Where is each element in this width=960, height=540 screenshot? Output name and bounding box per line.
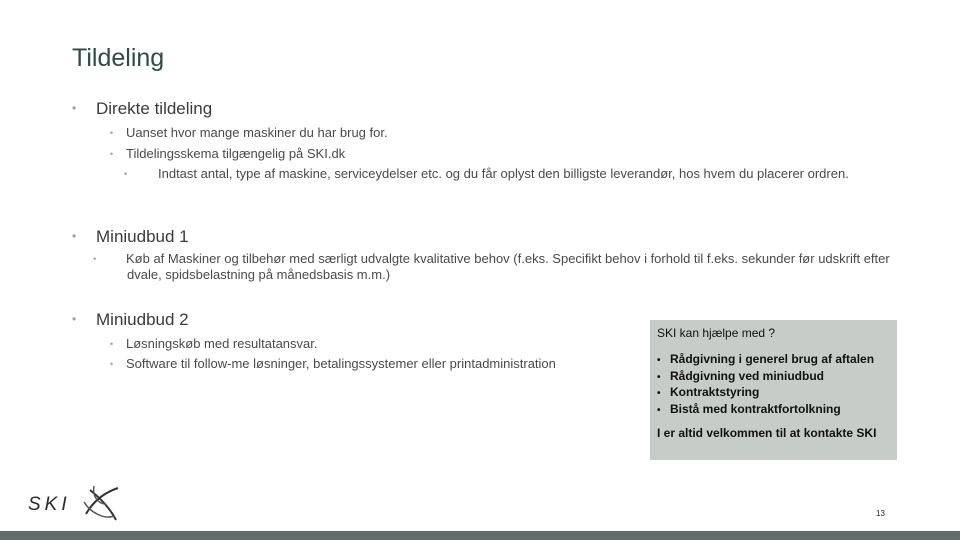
help-box-item <box>657 402 874 419</box>
help-box-item-label: Bistå med kontraktfortolkning <box>670 401 841 416</box>
bullet-dot-icon: • <box>657 371 661 383</box>
help-box-footer: I er altid velkommen til at kontakte SKI <box>657 426 877 440</box>
bullet-label: Miniudbud 2 <box>96 310 189 329</box>
sub-sub-bullet-label: Indtast antal, type af maskine, serviceydelser etc. og du får oplyst den billigste leverandør, hos hvem du placerer ordren. <box>158 166 849 181</box>
footer-bar <box>0 531 960 540</box>
sub-sub-bullet <box>124 166 880 182</box>
bullet-miniudbud-2 <box>72 310 189 330</box>
bullet-dot-icon: • <box>657 388 661 399</box>
logo-text: SKI <box>28 494 71 515</box>
help-box-item <box>657 352 874 369</box>
bullet-dot-icon: • <box>72 101 77 115</box>
bullet-dot-icon: • <box>72 229 77 243</box>
ski-logo <box>28 482 123 524</box>
help-box-item <box>657 385 874 402</box>
sub-bullet-label: Tildelingsskema tilgængelig på SKI.dk <box>126 146 346 161</box>
sub-bullet-label: Uanset hvor mange maskiner du har brug for. <box>126 125 388 140</box>
sub-bullet-label: Køb af Maskiner og tilbehør med særligt udvalgte kvalitative behov (f.eks. Specifikt behov i forhold til f.eks. sekunder før udskrift efter dvale, spidsbelastning på månedsbasis m.m.) <box>126 251 890 282</box>
help-box-item-label: Rådgivning i generel brug af aftalen <box>670 352 875 366</box>
ski-help-box <box>650 320 897 460</box>
slide-title: Tildeling <box>72 44 165 72</box>
bullet-dot-icon: • <box>110 359 114 369</box>
bullet-dot-icon: • <box>110 128 114 138</box>
bullet-direkte-tildeling <box>72 99 212 119</box>
bullet-dot-icon: • <box>657 404 661 416</box>
bullet-dot-icon: • <box>72 312 77 326</box>
ski-emblem-icon <box>80 482 122 524</box>
sub-bullet <box>110 125 388 141</box>
sub-bullet <box>93 251 917 283</box>
help-box-title: SKI kan hjælpe med ? <box>657 326 776 340</box>
bullet-dot-icon: • <box>657 355 661 366</box>
bullet-dot-icon: • <box>110 339 114 349</box>
bullet-label: Miniudbud 1 <box>96 227 189 246</box>
help-box-list <box>657 352 874 418</box>
help-box-item <box>657 369 874 386</box>
page-number: 13 <box>876 509 885 518</box>
bullet-dot-icon: • <box>124 169 128 179</box>
help-box-item-label: Rådgivning ved miniudbud <box>670 368 824 383</box>
bullet-label: Direkte tildeling <box>96 99 213 118</box>
help-box-item-label: Kontraktstyring <box>670 385 760 399</box>
bullet-dot-icon: • <box>93 254 97 264</box>
sub-bullet-label: Løsningskøb med resultatansvar. <box>126 336 318 351</box>
sub-bullet-label: Software til follow-me løsninger, betalingssystemer eller printadministration <box>126 356 556 371</box>
sub-bullet <box>110 146 345 162</box>
sub-bullet <box>110 356 556 372</box>
bullet-miniudbud-1 <box>72 227 189 247</box>
bullet-dot-icon: • <box>110 149 114 159</box>
sub-bullet <box>110 336 317 352</box>
